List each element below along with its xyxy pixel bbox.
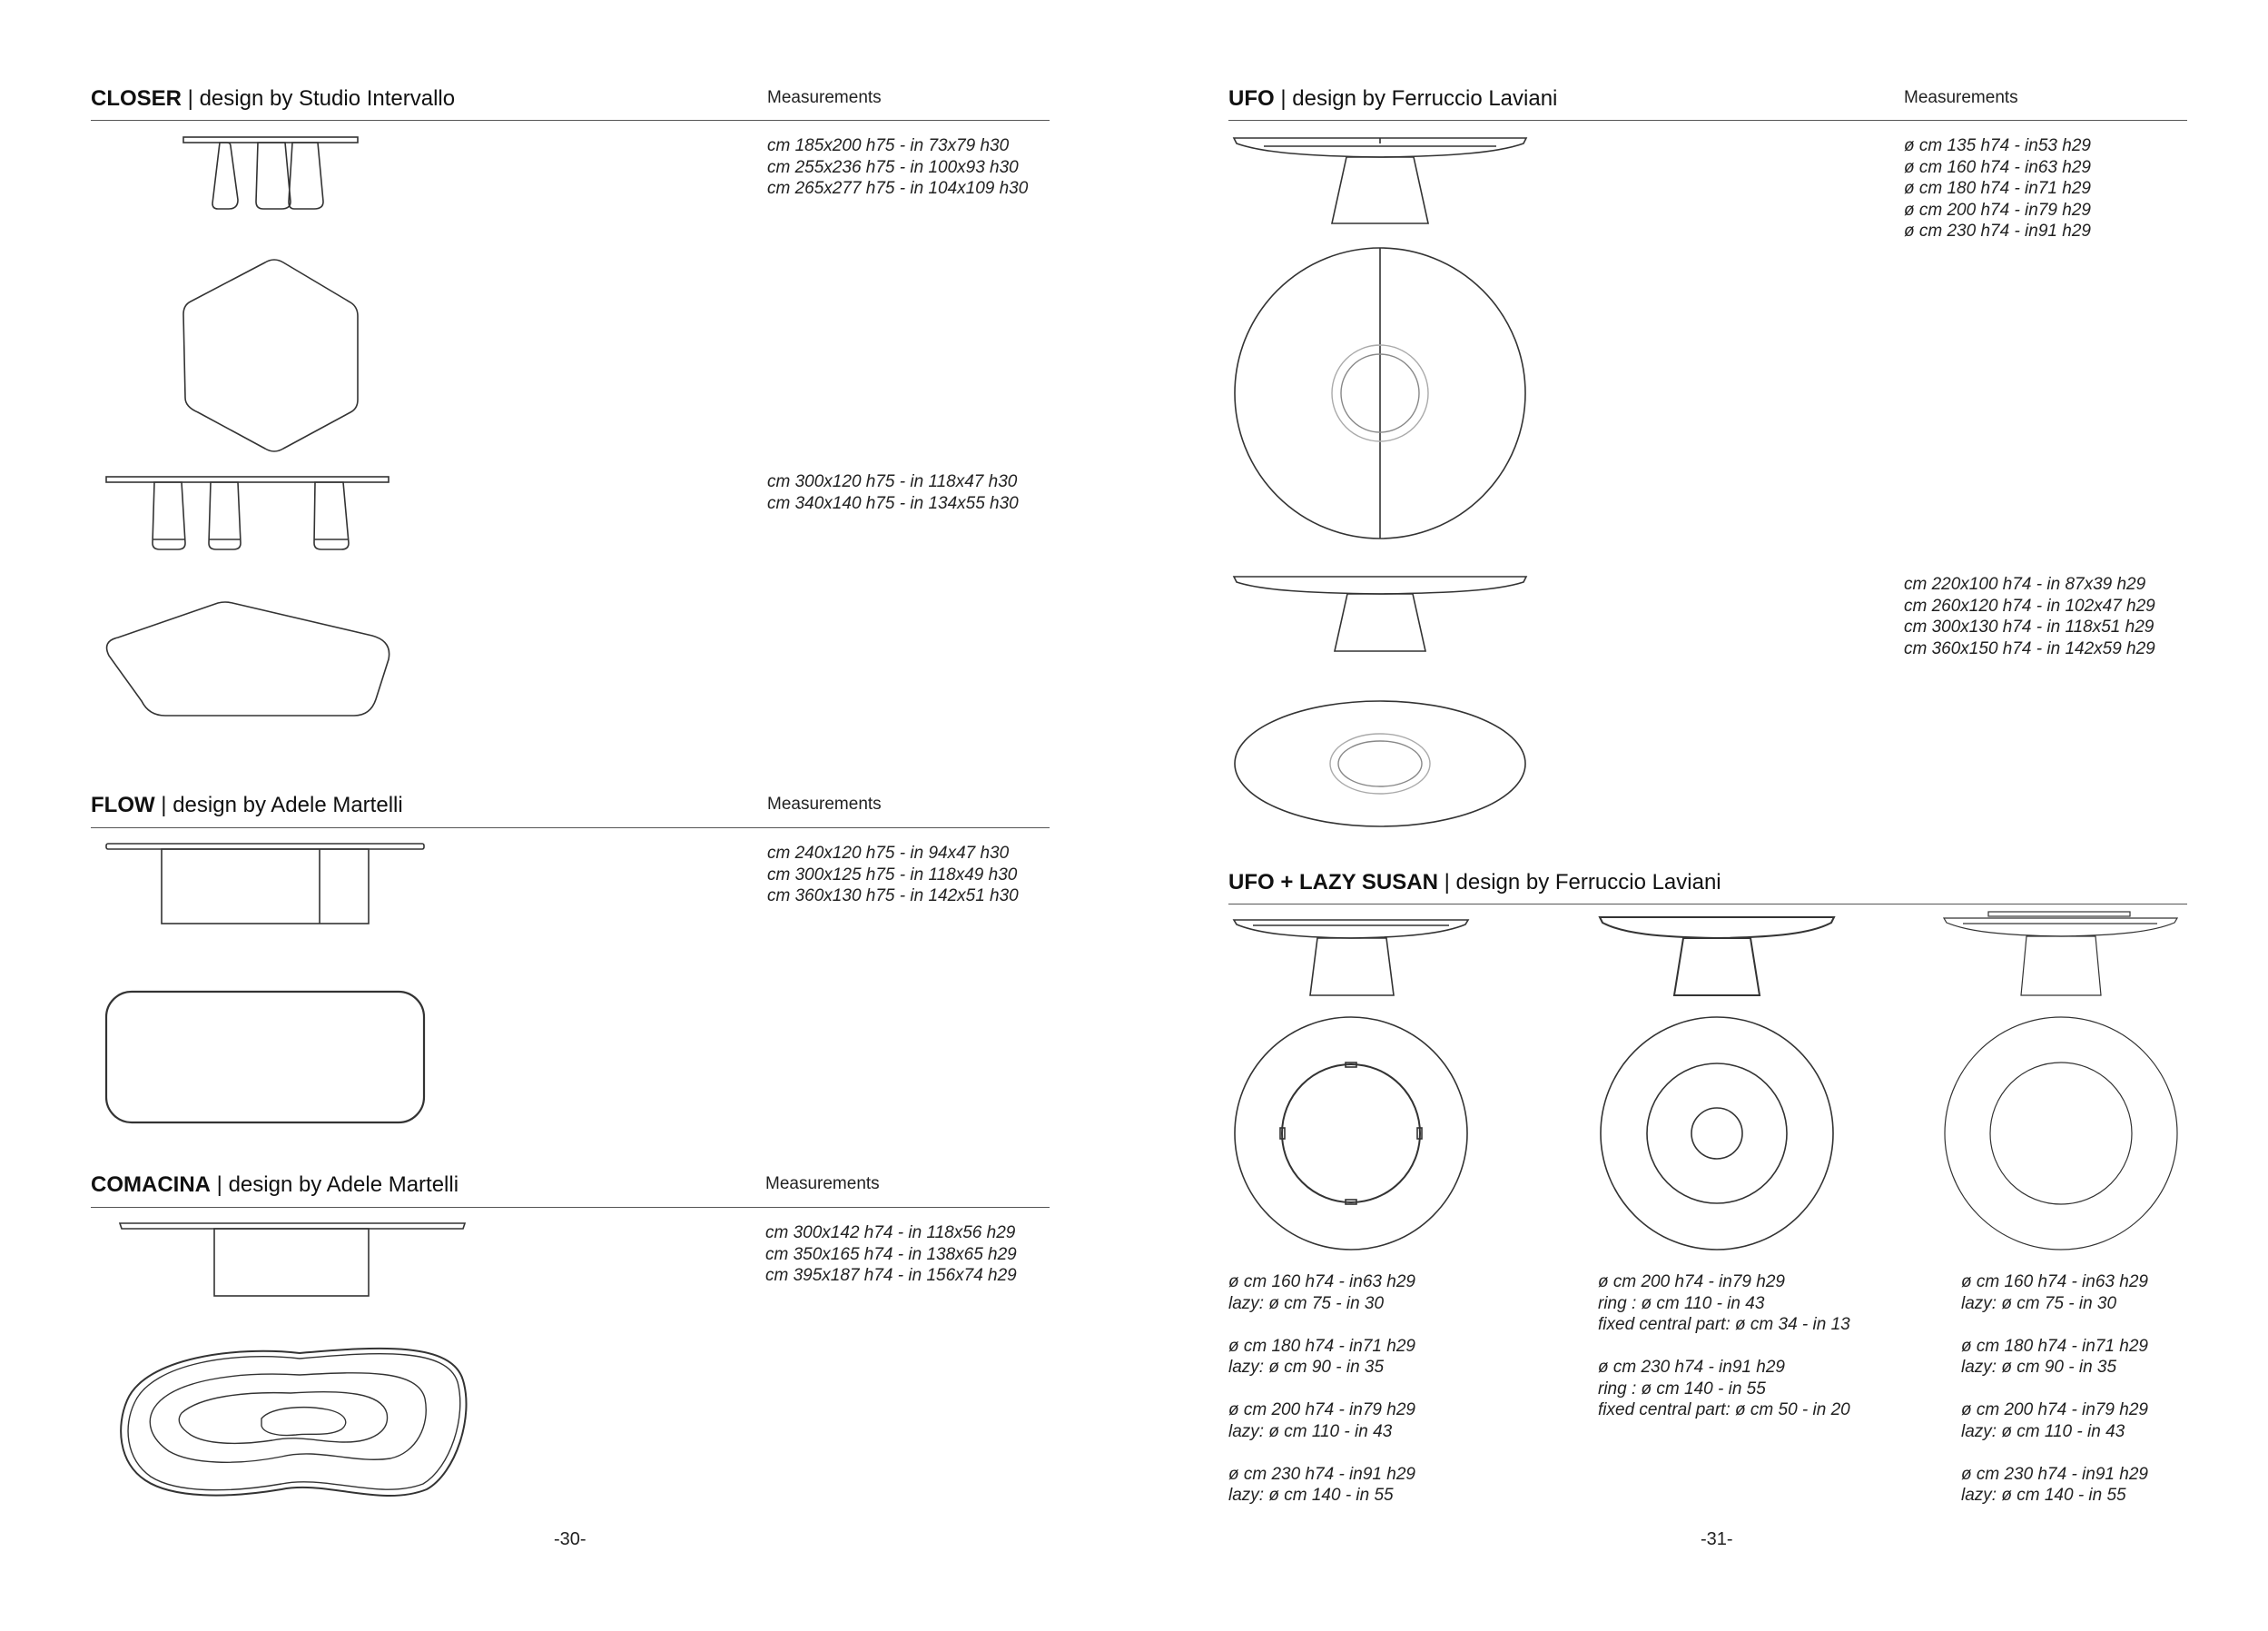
size-line: lazy: ø cm 90 - in 35 [1961,1358,2117,1377]
comacina-side-view-drawing [120,1223,465,1296]
size-line: lazy: ø cm 140 - in 55 [1228,1486,1394,1505]
size-line: cm 395x187 h74 - in 156x74 h29 [765,1266,1017,1285]
size-line: cm 350x165 h74 - in 138x65 h29 [765,1244,1017,1264]
size-line: fixed central part: ø cm 34 - in 13 [1598,1315,1850,1334]
ufo-name: UFO [1228,86,1275,111]
size-line: ø cm 160 h74 - in63 h29 [1228,1272,1415,1291]
flow-top-view-drawing [106,992,424,1122]
left-page-number: -30- [554,1529,587,1549]
closer-large-side-view-drawing [106,477,389,549]
ufo-lazy-name: UFO + LAZY SUSAN [1228,870,1438,895]
flow-designer: | design by Adele Martelli [154,793,403,817]
ufo-measurements-label: Measurements [1904,88,2018,107]
size-line: ø cm 180 h74 - in71 h29 [1228,1336,1415,1356]
comacina-measurements-label: Measurements [765,1174,880,1193]
size-line: cm 260x120 h74 - in 102x47 h29 [1904,596,2155,616]
size-line: cm 240x120 h75 - in 94x47 h30 [767,844,1010,863]
size-line: cm 300x120 h75 - in 118x47 h30 [767,472,1018,491]
lazy-col3-side-view-drawing [1944,912,2177,995]
closer-hexagon-top-view-drawing [183,260,358,451]
size-line: ø cm 160 h74 - in63 h29 [1961,1272,2148,1291]
size-line: lazy: ø cm 110 - in 43 [1228,1421,1393,1441]
size-line: cm 220x100 h74 - in 87x39 h29 [1904,575,2146,594]
size-line: lazy: ø cm 110 - in 43 [1961,1421,2125,1441]
closer-designer: | design by Studio Intervallo [182,86,456,111]
ufo-oval-top-view-drawing [1235,701,1525,826]
size-line: ø cm 200 h74 - in79 h29 [1961,1400,2148,1419]
lazy-col1-top-view-drawing [1235,1017,1467,1250]
size-line: cm 255x236 h75 - in 100x93 h30 [767,157,1019,177]
ufo-round-top-view-drawing [1235,248,1525,539]
ufo-lazy-designer: | design by Ferruccio Laviani [1437,870,1721,895]
size-line: cm 300x130 h74 - in 118x51 h29 [1904,618,2155,637]
size-line: lazy: ø cm 140 - in 55 [1961,1486,2126,1505]
size-line: cm 265x277 h75 - in 104x109 h30 [767,179,1029,198]
closer-pentagon-top-view-drawing [107,602,390,716]
closer-measurements-label: Measurements [767,88,882,107]
size-line: ø cm 230 h74 - in91 h29 [1961,1464,2148,1484]
size-line: ø cm 200 h74 - in79 h29 [1598,1272,1785,1291]
flow-side-view-drawing [106,844,424,924]
size-line: ø cm 160 h74 - in63 h29 [1904,157,2091,177]
ufo-designer: | design by Ferruccio Laviani [1274,86,1558,111]
size-line: ø cm 180 h74 - in71 h29 [1904,179,2091,198]
size-line: ring : ø cm 140 - in 55 [1598,1379,1766,1399]
size-line: cm 360x150 h74 - in 142x59 h29 [1904,638,2155,658]
size-line: ø cm 230 h74 - in91 h29 [1228,1464,1415,1484]
size-line: ø cm 180 h74 - in71 h29 [1961,1336,2148,1356]
right-page-number: -31- [1701,1529,1733,1549]
comacina-name: COMACINA [91,1172,211,1197]
ufo-oval-side-view-drawing [1234,577,1526,651]
size-line: cm 340x140 h75 - in 134x55 h30 [767,493,1019,513]
size-line: cm 185x200 h75 - in 73x79 h30 [767,136,1010,155]
size-line: cm 300x142 h74 - in 118x56 h29 [765,1223,1016,1242]
ufo-round-side-view-drawing [1234,138,1526,223]
closer-small-side-view-drawing [183,137,358,209]
size-line: ring : ø cm 110 - in 43 [1598,1293,1765,1313]
size-line: ø cm 230 h74 - in91 h29 [1598,1358,1785,1377]
size-line: lazy: ø cm 90 - in 35 [1228,1358,1385,1377]
comacina-designer: | design by Adele Martelli [211,1172,459,1197]
flow-measurements-label: Measurements [767,795,882,814]
size-line: ø cm 200 h74 - in79 h29 [1904,200,2091,220]
lazy-col1-side-view-drawing [1234,920,1468,995]
size-line: ø cm 135 h74 - in53 h29 [1904,136,2091,155]
size-line: lazy: ø cm 75 - in 30 [1228,1293,1385,1313]
size-line: ø cm 230 h74 - in91 h29 [1904,222,2091,241]
flow-name: FLOW [91,793,155,817]
lazy-col2-side-view-drawing [1600,917,1834,995]
size-line: lazy: ø cm 75 - in 30 [1961,1293,2117,1313]
size-line: fixed central part: ø cm 50 - in 20 [1598,1400,1850,1419]
lazy-col2-top-view-drawing [1601,1017,1833,1250]
size-line: cm 300x125 h75 - in 118x49 h30 [767,865,1018,885]
comacina-top-view-drawing [121,1349,466,1496]
size-line: cm 360x130 h75 - in 142x51 h30 [767,886,1019,905]
lazy-col3-top-view-drawing [1945,1017,2177,1250]
size-line: ø cm 200 h74 - in79 h29 [1228,1400,1415,1419]
closer-name: CLOSER [91,86,182,111]
